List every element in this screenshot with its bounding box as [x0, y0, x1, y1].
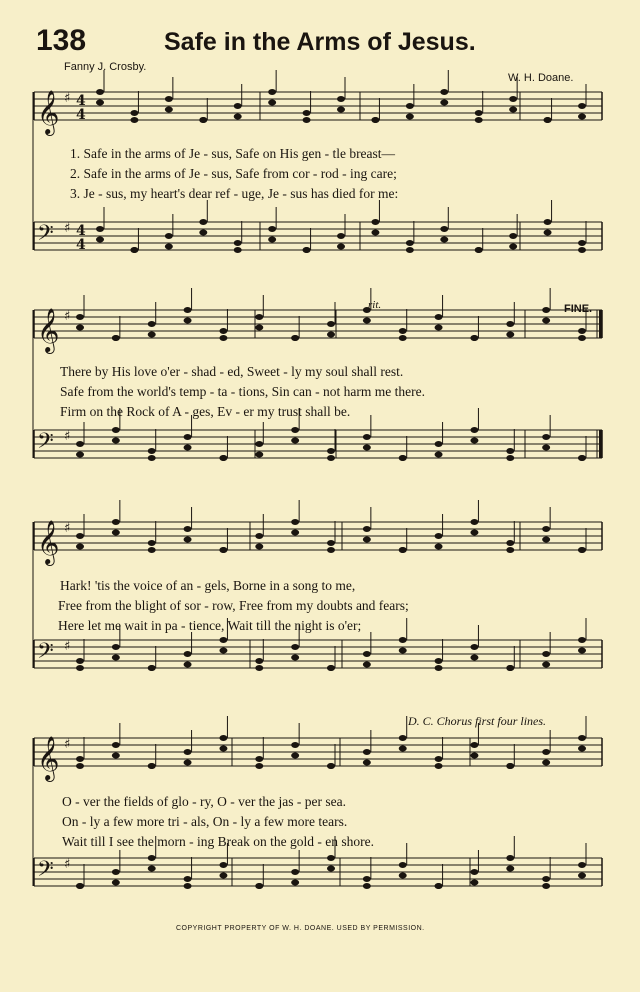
note-head [363, 434, 371, 440]
key-signature-sharp: ♯ [64, 737, 71, 752]
note-head [475, 110, 483, 116]
lyric-line: 3. Je - sus, my heart's dear ref - uge, Je - sus has died for me: [70, 186, 399, 201]
note-head [578, 735, 586, 741]
note-head [255, 883, 263, 889]
note-head [184, 445, 192, 451]
bass-clef: 𝄢 [37, 857, 54, 887]
note-head [148, 540, 156, 546]
note-head [165, 244, 173, 250]
note-head [255, 665, 263, 671]
note-head [165, 233, 173, 239]
note-head [148, 455, 156, 461]
note-head [327, 547, 335, 553]
time-signature: 4 [76, 223, 86, 239]
note-head [184, 749, 192, 755]
note-head [76, 325, 84, 331]
note-head [199, 230, 207, 236]
treble-clef: 𝄞 [37, 520, 60, 564]
double-barline [599, 310, 602, 338]
bass-clef: 𝄢 [37, 221, 54, 251]
note-head [291, 880, 299, 886]
note-head [337, 107, 345, 113]
note-head [578, 455, 586, 461]
note-head [112, 742, 120, 748]
lyric-line: Wait till I see the morn - ing Break on the gold - en shore. [62, 834, 374, 849]
note-head [148, 866, 156, 872]
note-head [435, 314, 443, 320]
note-head [199, 117, 207, 123]
note-head [542, 760, 550, 766]
note-head [435, 325, 443, 331]
note-head [303, 247, 311, 253]
note-head [578, 247, 586, 253]
key-signature-sharp: ♯ [64, 91, 71, 106]
note-head [255, 658, 263, 664]
note-head [363, 526, 371, 532]
note-head [291, 427, 299, 433]
lyric-line: On - ly a few more tri - als, On - ly a few more tears. [62, 814, 348, 829]
note-head [363, 537, 371, 543]
note-head [268, 237, 276, 243]
note-head [399, 735, 407, 741]
note-head [542, 526, 550, 532]
note-head [435, 883, 443, 889]
note-head [148, 321, 156, 327]
note-head [199, 219, 207, 225]
note-head [363, 883, 371, 889]
note-head [542, 662, 550, 668]
note-head [470, 530, 478, 536]
note-head [303, 110, 311, 116]
note-head [509, 233, 517, 239]
note-head [96, 89, 104, 95]
note-head [399, 746, 407, 752]
note-head [542, 883, 550, 889]
note-head [578, 103, 586, 109]
note-head [544, 219, 552, 225]
note-head [291, 335, 299, 341]
note-head [470, 438, 478, 444]
note-head [219, 328, 227, 334]
hymn-title: Safe in the Arms of Jesus. [164, 28, 476, 56]
note-head [76, 452, 84, 458]
note-head [406, 240, 414, 246]
note-head [578, 746, 586, 752]
note-head [509, 107, 517, 113]
key-signature-sharp: ♯ [64, 521, 71, 536]
note-head [363, 445, 371, 451]
note-head [112, 655, 120, 661]
time-signature: 4 [76, 107, 86, 123]
double-barline [599, 430, 602, 458]
note-head [542, 434, 550, 440]
note-head [399, 873, 407, 879]
note-head [399, 335, 407, 341]
hymn-number: 138 [36, 24, 87, 57]
note-head [327, 540, 335, 546]
note-head [234, 240, 242, 246]
note-head [440, 237, 448, 243]
note-head [96, 100, 104, 106]
note-head [327, 448, 335, 454]
note-head [363, 662, 371, 668]
note-head [112, 427, 120, 433]
note-head [506, 540, 514, 546]
note-head [399, 862, 407, 868]
note-head [184, 526, 192, 532]
note-head [578, 648, 586, 654]
note-head [578, 637, 586, 643]
note-head [219, 648, 227, 654]
note-head [470, 880, 478, 886]
note-head [148, 665, 156, 671]
dc-instruction: D. C. Chorus first four lines. [408, 714, 547, 728]
note-head [435, 763, 443, 769]
time-signature: 4 [76, 93, 86, 109]
note-head [363, 318, 371, 324]
note-head [112, 519, 120, 525]
note-head [96, 226, 104, 232]
note-head [440, 89, 448, 95]
note-head [435, 756, 443, 762]
note-head [470, 655, 478, 661]
key-signature-sharp: ♯ [64, 639, 71, 654]
note-head [148, 332, 156, 338]
note-head [148, 763, 156, 769]
note-head [327, 763, 335, 769]
note-head [371, 219, 379, 225]
fine-marking: FINE. [564, 303, 593, 315]
note-head [291, 644, 299, 650]
note-head [96, 237, 104, 243]
note-head [268, 226, 276, 232]
note-head [112, 335, 120, 341]
note-head [291, 869, 299, 875]
key-signature-sharp: ♯ [64, 221, 71, 236]
note-head [76, 314, 84, 320]
note-head [506, 866, 514, 872]
copyright-notice: COPYRIGHT PROPERTY OF W. H. DOANE. USED BY PERMISSION. [176, 925, 425, 932]
note-head [303, 117, 311, 123]
note-head [219, 862, 227, 868]
note-head [475, 247, 483, 253]
note-head [112, 869, 120, 875]
note-head [327, 855, 335, 861]
note-head [542, 651, 550, 657]
author-credit: Fanny J. Crosby. [64, 61, 147, 73]
note-head [542, 445, 550, 451]
bass-clef: 𝄢 [37, 429, 54, 459]
treble-clef: 𝄞 [37, 308, 60, 352]
note-head [76, 658, 84, 664]
note-head [435, 533, 443, 539]
note-head [255, 452, 263, 458]
note-head [475, 117, 483, 123]
note-head [327, 321, 335, 327]
note-head [544, 117, 552, 123]
note-head [337, 96, 345, 102]
note-head [112, 880, 120, 886]
lyric-line: There by His love o'er - shad - ed, Sweet - ly my soul shall rest. [60, 364, 404, 379]
note-head [578, 335, 586, 341]
note-head [578, 114, 586, 120]
note-head [578, 240, 586, 246]
note-head [219, 873, 227, 879]
note-head [291, 530, 299, 536]
note-head [470, 427, 478, 433]
note-head [435, 452, 443, 458]
note-head [165, 107, 173, 113]
note-head [184, 318, 192, 324]
note-head [435, 658, 443, 664]
note-head [440, 100, 448, 106]
time-signature: 4 [76, 237, 86, 253]
note-head [184, 662, 192, 668]
note-head [234, 114, 242, 120]
note-head [291, 655, 299, 661]
note-head [435, 665, 443, 671]
lyric-line: Here let me wait in pa - tience, Wait till the night is o'er; [58, 618, 362, 633]
note-head [165, 96, 173, 102]
note-head [542, 749, 550, 755]
note-head [219, 735, 227, 741]
note-head [219, 455, 227, 461]
note-head [578, 873, 586, 879]
note-head [506, 665, 514, 671]
note-head [363, 651, 371, 657]
note-head [130, 117, 138, 123]
treble-clef: 𝄞 [37, 736, 60, 780]
note-head [542, 876, 550, 882]
note-head [76, 544, 84, 550]
note-head [578, 862, 586, 868]
note-head [542, 318, 550, 324]
note-head [184, 760, 192, 766]
note-head [255, 441, 263, 447]
note-head [506, 332, 514, 338]
note-head [130, 247, 138, 253]
key-signature-sharp: ♯ [64, 309, 71, 324]
note-head [255, 756, 263, 762]
note-head [470, 869, 478, 875]
note-head [76, 763, 84, 769]
note-head [406, 114, 414, 120]
note-head [184, 307, 192, 313]
note-head [184, 537, 192, 543]
note-head [470, 335, 478, 341]
note-head [399, 648, 407, 654]
note-head [130, 110, 138, 116]
note-head [327, 332, 335, 338]
lyric-line: 1. Safe in the arms of Je - sus, Safe on His gen - tle breast— [70, 146, 396, 161]
bass-clef: 𝄢 [37, 639, 54, 669]
note-head [268, 100, 276, 106]
note-head [542, 537, 550, 543]
treble-clef: 𝄞 [37, 90, 60, 134]
lyric-line: Safe from the world's temp - ta - tions, Sin can - not harm me there. [60, 384, 425, 399]
note-head [440, 226, 448, 232]
lyric-line: Free from the blight of sor - row, Free from my doubts and fears; [58, 598, 409, 613]
note-head [337, 233, 345, 239]
note-head [76, 441, 84, 447]
note-head [435, 544, 443, 550]
note-head [406, 103, 414, 109]
note-head [184, 651, 192, 657]
note-head [337, 244, 345, 250]
lyric-line: O - ver the fields of glo - ry, O - ver the jas - per sea. [62, 794, 347, 809]
note-head [470, 519, 478, 525]
note-head [219, 746, 227, 752]
note-head [291, 519, 299, 525]
note-head [184, 434, 192, 440]
note-head [76, 533, 84, 539]
note-head [327, 866, 335, 872]
note-head [399, 455, 407, 461]
note-head [184, 876, 192, 882]
note-head [184, 883, 192, 889]
note-head [291, 753, 299, 759]
note-head [148, 448, 156, 454]
note-head [506, 455, 514, 461]
lyric-line: Firm on the Rock of A - ges, Ev - er my trust shall be. [60, 404, 351, 419]
note-head [327, 455, 335, 461]
note-head [399, 328, 407, 334]
note-head [234, 247, 242, 253]
note-head [255, 763, 263, 769]
key-signature-sharp: ♯ [64, 429, 71, 444]
note-head [371, 230, 379, 236]
note-head [219, 335, 227, 341]
note-head [112, 530, 120, 536]
note-head [76, 665, 84, 671]
note-head [542, 307, 550, 313]
note-head [509, 244, 517, 250]
note-head [76, 883, 84, 889]
note-head [506, 763, 514, 769]
note-head [506, 855, 514, 861]
ritardando-marking: rit. [368, 299, 382, 311]
note-head [506, 448, 514, 454]
note-head [76, 756, 84, 762]
note-head [363, 749, 371, 755]
note-head [291, 742, 299, 748]
note-head [112, 644, 120, 650]
note-head [406, 247, 414, 253]
note-head [399, 637, 407, 643]
note-head [327, 665, 335, 671]
note-head [363, 760, 371, 766]
note-head [435, 441, 443, 447]
note-head [363, 876, 371, 882]
note-head [234, 103, 242, 109]
note-head [255, 544, 263, 550]
note-head [578, 547, 586, 553]
note-head [470, 742, 478, 748]
note-head [255, 533, 263, 539]
key-signature-sharp: ♯ [64, 857, 71, 872]
note-head [399, 547, 407, 553]
note-head [219, 547, 227, 553]
composer-credit: W. H. Doane. [508, 72, 574, 84]
note-head [509, 96, 517, 102]
note-head [544, 230, 552, 236]
note-head [268, 89, 276, 95]
note-head [470, 753, 478, 759]
note-head [291, 438, 299, 444]
note-head [148, 547, 156, 553]
lyric-line: 2. Safe in the arms of Je - sus, Safe from cor - rod - ing care; [70, 166, 397, 181]
note-head [148, 855, 156, 861]
note-head [255, 325, 263, 331]
note-head [112, 438, 120, 444]
note-head [371, 117, 379, 123]
note-head [506, 321, 514, 327]
note-head [219, 637, 227, 643]
note-head [578, 328, 586, 334]
note-head [470, 644, 478, 650]
note-head [255, 314, 263, 320]
lyric-line: Hark! 'tis the voice of an - gels, Borne in a song to me, [60, 578, 356, 593]
note-head [506, 547, 514, 553]
note-head [112, 753, 120, 759]
